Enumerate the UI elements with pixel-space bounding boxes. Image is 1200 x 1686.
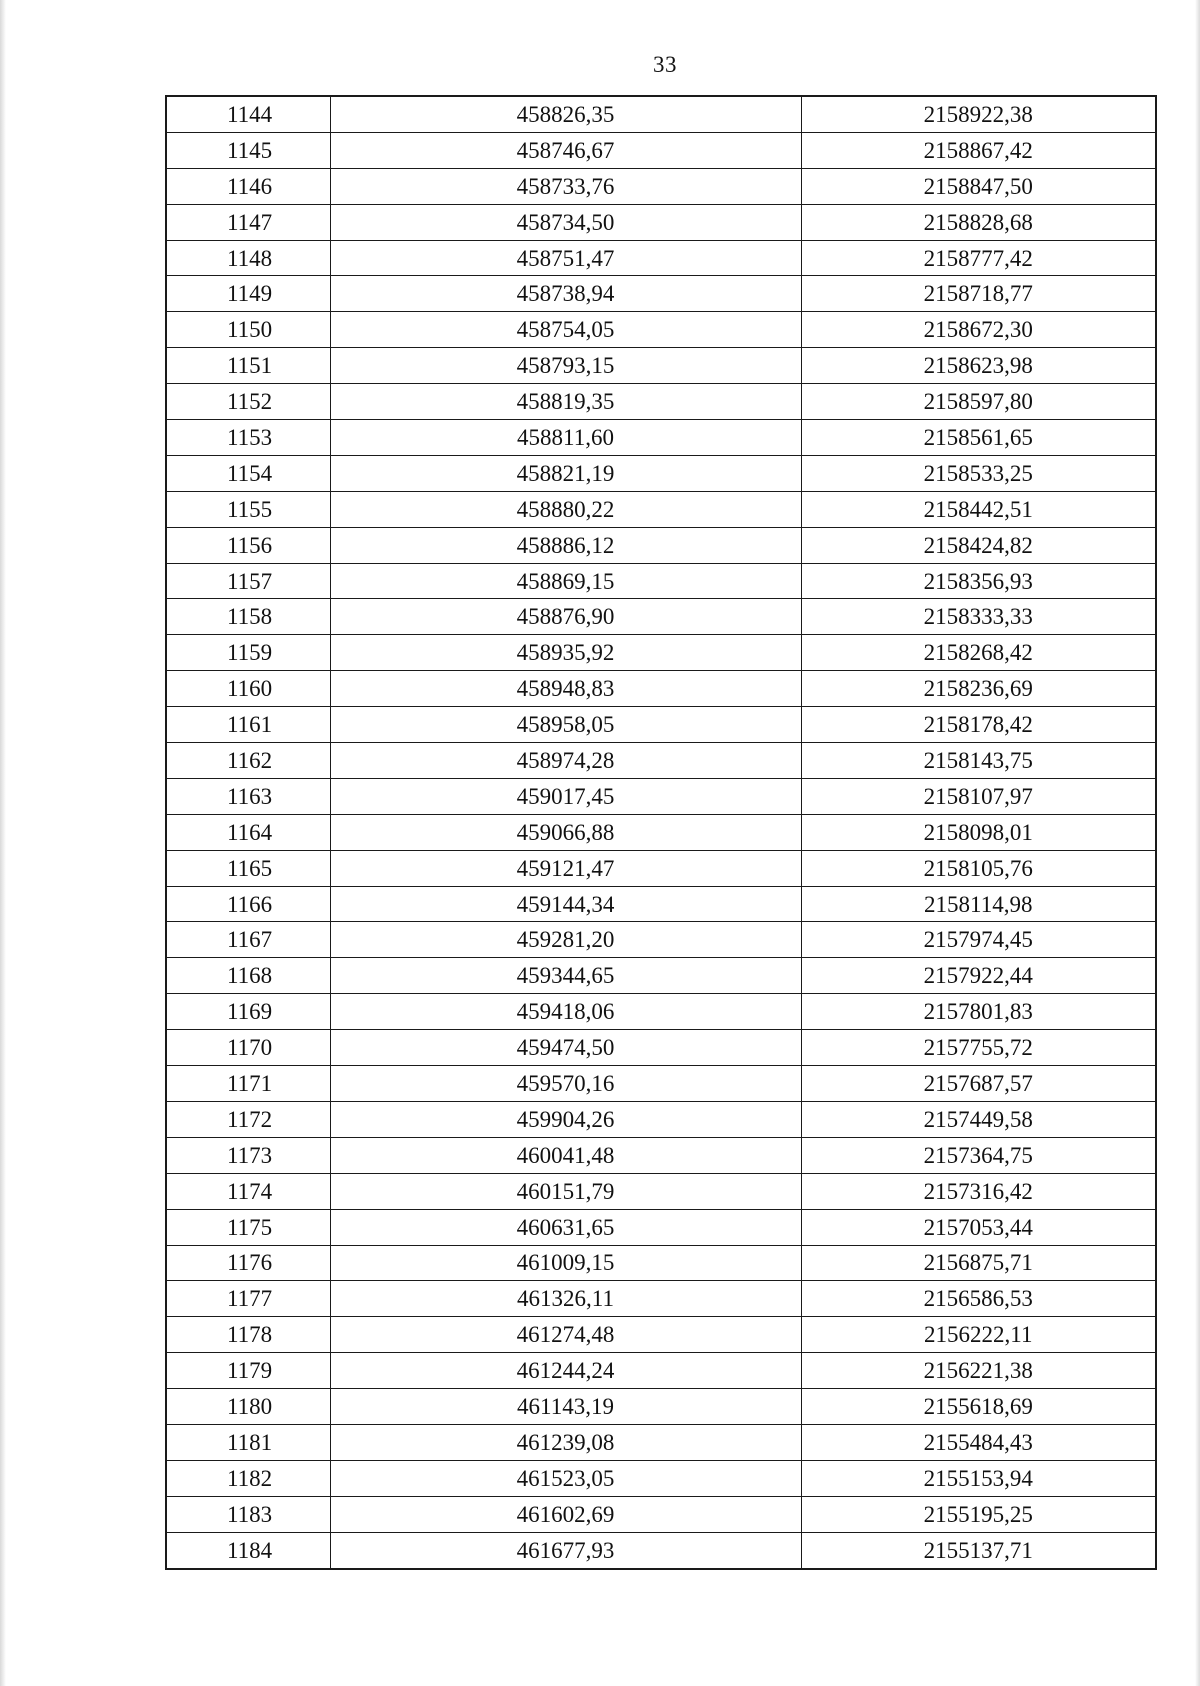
- table-row: [166, 420, 1156, 456]
- x-coordinate-cell: 459066,88: [330, 814, 801, 850]
- y-coordinate-cell: 2157449,58: [801, 1101, 1156, 1137]
- x-coordinate-cell: 459418,06: [330, 994, 801, 1030]
- y-coordinate-cell: 2158268,42: [801, 635, 1156, 671]
- point-number-cell: 1166: [166, 886, 330, 922]
- table-row: [166, 455, 1156, 491]
- x-coordinate-cell: 459281,20: [330, 922, 801, 958]
- x-coordinate-cell: 458948,83: [330, 671, 801, 707]
- y-coordinate-cell: 2158178,42: [801, 707, 1156, 743]
- table-row: [166, 563, 1156, 599]
- x-coordinate-cell: 458738,94: [330, 276, 801, 312]
- x-coordinate-cell: 458733,76: [330, 168, 801, 204]
- table-row: [166, 1496, 1156, 1532]
- x-coordinate-cell: 458880,22: [330, 491, 801, 527]
- y-coordinate-cell: 2157316,42: [801, 1173, 1156, 1209]
- point-number-cell: 1145: [166, 132, 330, 168]
- table-row: [166, 1281, 1156, 1317]
- y-coordinate-cell: 2158533,25: [801, 455, 1156, 491]
- y-coordinate-cell: 2155618,69: [801, 1389, 1156, 1425]
- table-row: [166, 96, 1156, 132]
- y-coordinate-cell: 2158098,01: [801, 814, 1156, 850]
- x-coordinate-cell: 461239,08: [330, 1424, 801, 1460]
- x-coordinate-cell: 461602,69: [330, 1496, 801, 1532]
- x-coordinate-cell: 461677,93: [330, 1532, 801, 1568]
- point-number-cell: 1146: [166, 168, 330, 204]
- table-row: [166, 527, 1156, 563]
- y-coordinate-cell: 2157364,75: [801, 1137, 1156, 1173]
- x-coordinate-cell: 458751,47: [330, 240, 801, 276]
- y-coordinate-cell: 2158847,50: [801, 168, 1156, 204]
- y-coordinate-cell: 2157974,45: [801, 922, 1156, 958]
- y-coordinate-cell: 2158236,69: [801, 671, 1156, 707]
- y-coordinate-cell: 2158424,82: [801, 527, 1156, 563]
- point-number-cell: 1182: [166, 1460, 330, 1496]
- x-coordinate-cell: 461244,24: [330, 1353, 801, 1389]
- y-coordinate-cell: 2156221,38: [801, 1353, 1156, 1389]
- y-coordinate-cell: 2158867,42: [801, 132, 1156, 168]
- table-row: [166, 1030, 1156, 1066]
- table-row: [166, 1101, 1156, 1137]
- x-coordinate-cell: 458876,90: [330, 599, 801, 635]
- table-row: [166, 635, 1156, 671]
- y-coordinate-cell: 2155153,94: [801, 1460, 1156, 1496]
- x-coordinate-cell: 458886,12: [330, 527, 801, 563]
- table-row: [166, 312, 1156, 348]
- point-number-cell: 1177: [166, 1281, 330, 1317]
- y-coordinate-cell: 2157755,72: [801, 1030, 1156, 1066]
- point-number-cell: 1176: [166, 1245, 330, 1281]
- y-coordinate-cell: 2158718,77: [801, 276, 1156, 312]
- table-row: [166, 240, 1156, 276]
- point-number-cell: 1164: [166, 814, 330, 850]
- table-row: [166, 778, 1156, 814]
- table-row: [166, 1424, 1156, 1460]
- x-coordinate-cell: 459474,50: [330, 1030, 801, 1066]
- x-coordinate-cell: 459017,45: [330, 778, 801, 814]
- y-coordinate-cell: 2157922,44: [801, 958, 1156, 994]
- y-coordinate-cell: 2158143,75: [801, 743, 1156, 779]
- point-number-cell: 1184: [166, 1532, 330, 1568]
- table-row: [166, 204, 1156, 240]
- point-number-cell: 1150: [166, 312, 330, 348]
- table-row: [166, 1389, 1156, 1425]
- point-number-cell: 1170: [166, 1030, 330, 1066]
- point-number-cell: 1183: [166, 1496, 330, 1532]
- point-number-cell: 1165: [166, 850, 330, 886]
- point-number-cell: 1153: [166, 420, 330, 456]
- coordinates-table-body: [166, 96, 1156, 1569]
- point-number-cell: 1155: [166, 491, 330, 527]
- x-coordinate-cell: 458974,28: [330, 743, 801, 779]
- point-number-cell: 1175: [166, 1209, 330, 1245]
- y-coordinate-cell: 2158561,65: [801, 420, 1156, 456]
- x-coordinate-cell: 459121,47: [330, 850, 801, 886]
- y-coordinate-cell: 2157053,44: [801, 1209, 1156, 1245]
- point-number-cell: 1171: [166, 1066, 330, 1102]
- point-number-cell: 1178: [166, 1317, 330, 1353]
- coordinates-table: [165, 95, 1157, 1570]
- table-row: [166, 1353, 1156, 1389]
- x-coordinate-cell: 458754,05: [330, 312, 801, 348]
- x-coordinate-cell: 458958,05: [330, 707, 801, 743]
- y-coordinate-cell: 2158828,68: [801, 204, 1156, 240]
- point-number-cell: 1180: [166, 1389, 330, 1425]
- x-coordinate-cell: 461274,48: [330, 1317, 801, 1353]
- x-coordinate-cell: 459570,16: [330, 1066, 801, 1102]
- point-number-cell: 1169: [166, 994, 330, 1030]
- point-number-cell: 1174: [166, 1173, 330, 1209]
- point-number-cell: 1173: [166, 1137, 330, 1173]
- point-number-cell: 1156: [166, 527, 330, 563]
- point-number-cell: 1148: [166, 240, 330, 276]
- y-coordinate-cell: 2157687,57: [801, 1066, 1156, 1102]
- scan-edge-left: [0, 0, 6, 1686]
- x-coordinate-cell: 459904,26: [330, 1101, 801, 1137]
- y-coordinate-cell: 2158114,98: [801, 886, 1156, 922]
- y-coordinate-cell: 2156222,11: [801, 1317, 1156, 1353]
- table-row: [166, 886, 1156, 922]
- table-row: [166, 599, 1156, 635]
- y-coordinate-cell: 2156586,53: [801, 1281, 1156, 1317]
- y-coordinate-cell: 2157801,83: [801, 994, 1156, 1030]
- table-row: [166, 1460, 1156, 1496]
- x-coordinate-cell: 458811,60: [330, 420, 801, 456]
- table-row: [166, 1245, 1156, 1281]
- table-row: [166, 276, 1156, 312]
- x-coordinate-cell: 459344,65: [330, 958, 801, 994]
- table-row: [166, 384, 1156, 420]
- point-number-cell: 1144: [166, 96, 330, 132]
- x-coordinate-cell: 461523,05: [330, 1460, 801, 1496]
- x-coordinate-cell: 460631,65: [330, 1209, 801, 1245]
- table-row: [166, 814, 1156, 850]
- table-row: [166, 1532, 1156, 1568]
- x-coordinate-cell: 460041,48: [330, 1137, 801, 1173]
- point-number-cell: 1160: [166, 671, 330, 707]
- table-row: [166, 1066, 1156, 1102]
- point-number-cell: 1158: [166, 599, 330, 635]
- y-coordinate-cell: 2155137,71: [801, 1532, 1156, 1568]
- x-coordinate-cell: 461326,11: [330, 1281, 801, 1317]
- point-number-cell: 1157: [166, 563, 330, 599]
- y-coordinate-cell: 2158597,80: [801, 384, 1156, 420]
- x-coordinate-cell: 458826,35: [330, 96, 801, 132]
- x-coordinate-cell: 461143,19: [330, 1389, 801, 1425]
- x-coordinate-cell: 461009,15: [330, 1245, 801, 1281]
- point-number-cell: 1159: [166, 635, 330, 671]
- y-coordinate-cell: 2156875,71: [801, 1245, 1156, 1281]
- x-coordinate-cell: 458869,15: [330, 563, 801, 599]
- x-coordinate-cell: 459144,34: [330, 886, 801, 922]
- point-number-cell: 1161: [166, 707, 330, 743]
- point-number-cell: 1154: [166, 455, 330, 491]
- x-coordinate-cell: 458793,15: [330, 348, 801, 384]
- table-row: [166, 1173, 1156, 1209]
- point-number-cell: 1168: [166, 958, 330, 994]
- table-row: [166, 707, 1156, 743]
- y-coordinate-cell: 2158105,76: [801, 850, 1156, 886]
- y-coordinate-cell: 2158672,30: [801, 312, 1156, 348]
- point-number-cell: 1147: [166, 204, 330, 240]
- y-coordinate-cell: 2158623,98: [801, 348, 1156, 384]
- y-coordinate-cell: 2158107,97: [801, 778, 1156, 814]
- x-coordinate-cell: 458734,50: [330, 204, 801, 240]
- table-row: [166, 1209, 1156, 1245]
- y-coordinate-cell: 2158442,51: [801, 491, 1156, 527]
- table-row: [166, 922, 1156, 958]
- point-number-cell: 1152: [166, 384, 330, 420]
- point-number-cell: 1163: [166, 778, 330, 814]
- table-row: [166, 850, 1156, 886]
- x-coordinate-cell: 458821,19: [330, 455, 801, 491]
- table-row: [166, 1317, 1156, 1353]
- point-number-cell: 1149: [166, 276, 330, 312]
- x-coordinate-cell: 458746,67: [330, 132, 801, 168]
- y-coordinate-cell: 2158777,42: [801, 240, 1156, 276]
- x-coordinate-cell: 458935,92: [330, 635, 801, 671]
- table-row: [166, 743, 1156, 779]
- point-number-cell: 1172: [166, 1101, 330, 1137]
- point-number-cell: 1151: [166, 348, 330, 384]
- table-row: [166, 132, 1156, 168]
- x-coordinate-cell: 458819,35: [330, 384, 801, 420]
- y-coordinate-cell: 2158922,38: [801, 96, 1156, 132]
- point-number-cell: 1167: [166, 922, 330, 958]
- point-number-cell: 1162: [166, 743, 330, 779]
- y-coordinate-cell: 2158333,33: [801, 599, 1156, 635]
- y-coordinate-cell: 2155195,25: [801, 1496, 1156, 1532]
- point-number-cell: 1181: [166, 1424, 330, 1460]
- x-coordinate-cell: 460151,79: [330, 1173, 801, 1209]
- table-row: [166, 491, 1156, 527]
- table-row: [166, 958, 1156, 994]
- table-row: [166, 1137, 1156, 1173]
- y-coordinate-cell: 2155484,43: [801, 1424, 1156, 1460]
- table-row: [166, 994, 1156, 1030]
- scan-edge-right: [1195, 0, 1200, 1686]
- table-row: [166, 671, 1156, 707]
- table-row: [166, 168, 1156, 204]
- y-coordinate-cell: 2158356,93: [801, 563, 1156, 599]
- point-number-cell: 1179: [166, 1353, 330, 1389]
- table-row: [166, 348, 1156, 384]
- page-number: 33: [653, 52, 677, 77]
